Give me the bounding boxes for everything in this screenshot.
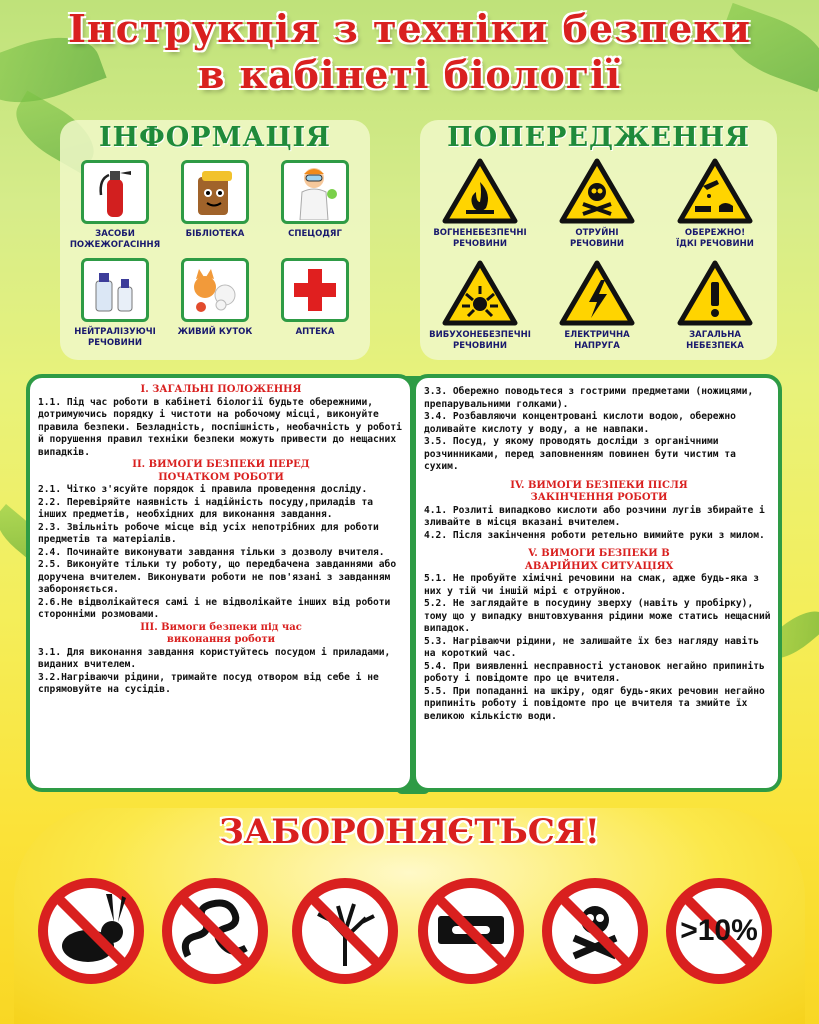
warning-item-explosive xyxy=(415,260,545,352)
books-icon xyxy=(181,160,249,224)
book-left-page xyxy=(26,374,414,792)
paragraph: 3.1. Для виконання завдання користуйтесь посудом і приладами, виданих вчителем. xyxy=(38,646,391,670)
info-caption: ЗАСОБИ ПОЖЕЖОГАСІННЯ xyxy=(69,229,161,250)
paragraph: 2.3. Звільніть робоче місце від усіх непотрібних для роботи предметів та матеріалів. xyxy=(38,521,379,545)
paragraph: 5.1. Не пробуйте хімічні речовини на смак, адже будь-яка з них у тій чи іншій мірі є отруйною. xyxy=(424,573,760,597)
no-poison-icon xyxy=(540,876,650,986)
section-heading: ЗАКІНЧЕННЯ РОБОТИ xyxy=(530,492,668,503)
forbidden-heading: ЗАБОРОНЯЄТЬСЯ! xyxy=(219,812,600,852)
no-snake-icon xyxy=(160,876,270,986)
warnings-heading: ПОПЕРЕДЖЕННЯ xyxy=(447,122,750,153)
info-panel xyxy=(60,120,370,360)
warnings-panel xyxy=(420,120,777,360)
paragraph: 3.2.Нагріваючи рідини, тримайте посуд отвором від себе і не спрямовуйте на сусідів. xyxy=(38,671,379,695)
warning-item-electric xyxy=(532,260,662,352)
lightning-warning-icon xyxy=(559,260,635,326)
info-caption: ЖИВИЙ КУТОК xyxy=(177,327,253,337)
warning-item-corrosive xyxy=(650,158,780,250)
warning-caption: ВИБУХОНЕБЕЗПЕЧНІ РЕЧОВИНИ xyxy=(429,330,531,351)
page-title xyxy=(0,6,819,98)
title-line-2: в кабінеті біології xyxy=(197,52,622,97)
info-heading: ІНФОРМАЦІЯ xyxy=(99,122,331,153)
paragraph: 3.3. Обережно поводьтеся з гострими предметами (ножицями, препарувальними голками). xyxy=(424,386,754,410)
paragraph: 3.4. Розбавляючи концентровані кислоти водою, обережно доливайте кислоту у воду, а не навпаки. xyxy=(424,411,736,435)
section-heading: АВАРІЙНИХ СИТУАЦІЯХ xyxy=(524,560,674,572)
no-rabbit-icon xyxy=(36,876,146,986)
title-line-1: Інструкція з техніки безпеки xyxy=(68,6,751,51)
pets-icon xyxy=(181,258,249,322)
no-tree-icon xyxy=(290,876,400,986)
info-item-first-aid xyxy=(260,258,370,338)
skull-warning-icon xyxy=(559,158,635,224)
paragraph: 3.5. Посуд, у якому проводять досліди з органічними розчинниками, перед заповненням повинен бути чистим та сухим. xyxy=(424,436,736,472)
paragraph: 4.1. Розлиті випадково кислоти або розчини лугів збирайте і зливайте в місця вказані вчителем. xyxy=(424,504,765,528)
lab-coat-icon xyxy=(281,160,349,224)
paragraph: 2.6.Не відволікайтеся самі і не відволікайте інших від роботи сторонніми розмовами. xyxy=(38,596,391,620)
right-page-text xyxy=(424,386,774,723)
paragraph: 1.1. Під час роботи в кабінеті біології будьте обережними, дотримуючись порядку і чистоти на робочому місці, виконуйте правила безпеки. Безладність, поспішність, необачність у роботі й порушення правил техніки безпеки можуть привести до нещасних випадків. xyxy=(38,396,402,458)
section-heading: ПОЧАТКОМ РОБОТИ xyxy=(158,471,284,483)
warning-item-toxic xyxy=(532,158,662,250)
paragraph: 5.2. Не заглядайте в посудину зверху (навіть у пробірку), тому що у випадку внштовхування рідини може статись нещасний випадок. xyxy=(424,598,771,634)
warning-item-flammable xyxy=(415,158,545,250)
info-item-workwear xyxy=(260,160,370,240)
red-cross-icon xyxy=(281,258,349,322)
flame-warning-icon xyxy=(442,158,518,224)
corrosive-warning-icon xyxy=(677,158,753,224)
book-right-page xyxy=(412,374,782,792)
warning-item-general xyxy=(650,260,780,352)
warning-caption: ОБЕРЕЖНО! ЇДКІ РЕЧОВИНИ xyxy=(676,228,754,249)
warning-caption: ЗАГАЛЬНА НЕБЕЗПЕКА xyxy=(686,330,744,351)
left-page-text xyxy=(38,384,404,697)
alcohol-limit-text: >10% xyxy=(680,914,758,947)
exclamation-warning-icon xyxy=(677,260,753,326)
paragraph: 2.1. Чітко з'ясуйте порядок і правила проведення досліду. xyxy=(38,484,368,495)
section-heading: виконання роботи xyxy=(166,634,276,645)
warning-caption: ОТРУЙНІ РЕЧОВИНИ xyxy=(570,228,624,249)
paragraph: 5.5. При попаданні на шкіру, одяг будь-яких речовин негайно припиніть роботу і повідомте про це вчителя та змийте їх великою кількістю води. xyxy=(424,685,765,722)
paragraph: 2.5. Виконуйте тільки ту роботу, що передбачена завданнями або доручена вчителем. Виконувати роботи не пов'язані з завданням забороняється. xyxy=(38,559,397,595)
info-caption: НЕЙТРАЛІЗУЮЧІ РЕЧОВИНИ xyxy=(74,327,156,348)
no-alcohol-icon xyxy=(664,876,774,986)
section-heading: V. ВИМОГИ БЕЗПЕКИ В xyxy=(528,548,670,559)
paragraph: 5.3. Нагріваючи рідини, не залишайте їх без нагляду навіть на короткий час. xyxy=(424,635,760,659)
paragraph: 2.2. Перевіряйте наявність і надійність посуду,приладів та інших предметів, необхідних для виконання завдання. xyxy=(38,496,374,520)
section-heading: ІІІ. Вимоги безпеки під час xyxy=(140,621,302,633)
fire-extinguisher-icon xyxy=(81,160,149,224)
section-heading: ІІ. ВИМОГИ БЕЗПЕКИ ПЕРЕД xyxy=(132,459,310,470)
info-item-extinguisher xyxy=(60,160,170,251)
info-item-neutralizers xyxy=(60,258,170,349)
paragraph: 5.4. При виявленні несправності установок негайно припиніть роботу і повідомте про це вчителя. xyxy=(424,660,765,684)
warning-caption: ЕЛЕКТРИЧНА НАПРУГА xyxy=(564,330,630,351)
info-item-living-corner xyxy=(160,258,270,338)
section-heading: IV. ВИМОГИ БЕЗПЕКИ ПІСЛЯ xyxy=(510,479,688,491)
paragraph: 2.4. Починайте виконувати завдання тільки з дозволу вчителя. xyxy=(38,546,385,558)
no-razor-blade-icon xyxy=(416,876,526,986)
info-caption: БІБЛІОТЕКА xyxy=(185,229,245,239)
bottles-icon xyxy=(81,258,149,322)
explosive-warning-icon xyxy=(442,260,518,326)
section-heading: І. ЗАГАЛЬНІ ПОЛОЖЕННЯ xyxy=(140,384,302,395)
info-item-library xyxy=(160,160,270,240)
info-caption: СПЕЦОДЯГ xyxy=(288,229,342,239)
warning-caption: ВОГНЕНЕБЕЗПЕЧНІ РЕЧОВИНИ xyxy=(433,228,527,249)
paragraph: 4.2. Після закінчення роботи ретельно вимийте руки з милом. xyxy=(424,529,765,541)
info-caption: АПТЕКА xyxy=(295,327,335,337)
